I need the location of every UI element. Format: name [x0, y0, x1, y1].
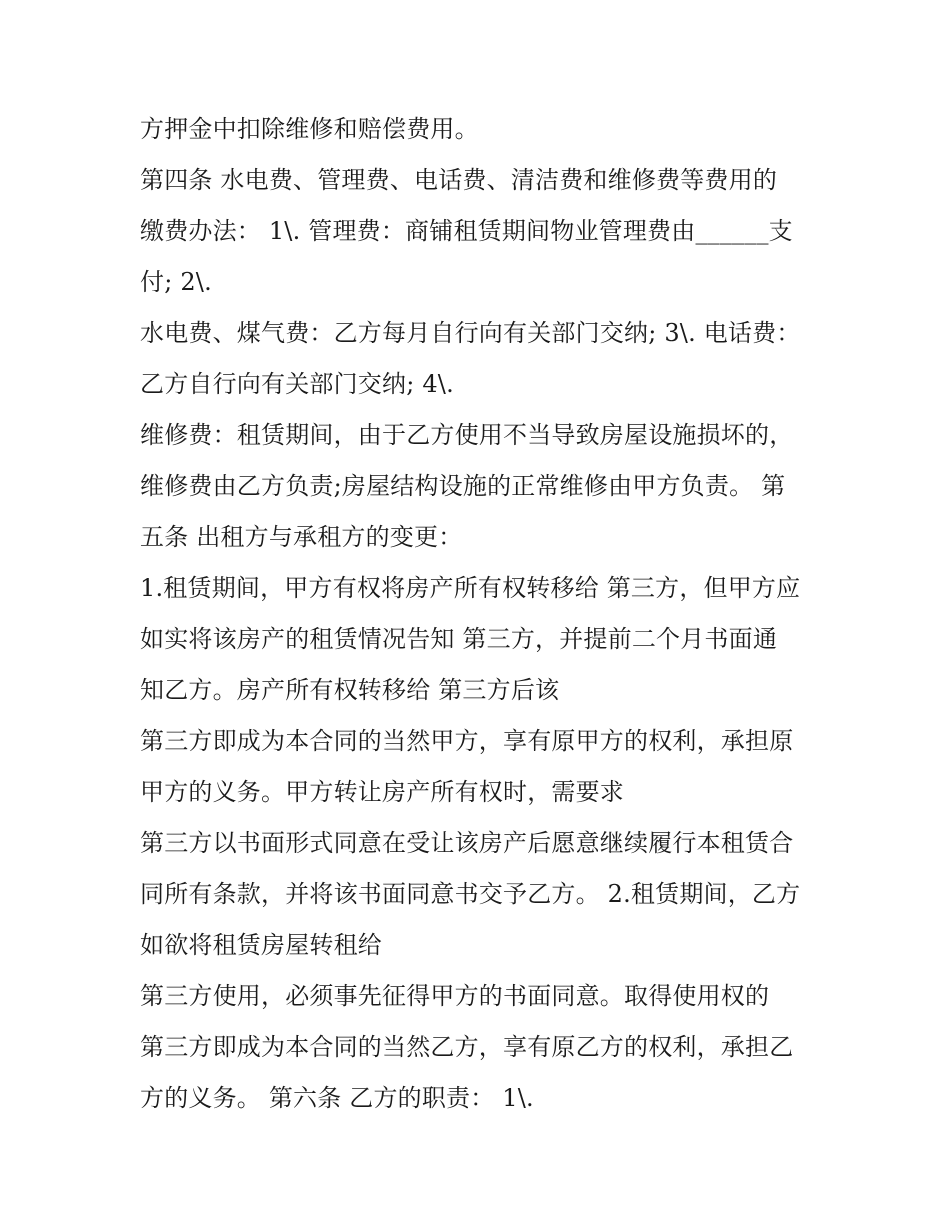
text-line: 1.租赁期间，甲方有权将房产所有权转移给 第三方，但甲方应: [140, 574, 801, 602]
text-line: 缴费办法： 1\. 管理费：商铺租赁期间物业管理费由______支: [140, 217, 793, 245]
text-line: 知乙方。房产所有权转移给 第三方后该: [140, 676, 560, 704]
text-line: 方的义务。 第六条 乙方的职责： 1\.: [140, 1084, 534, 1112]
text-line: 水电费、煤气费：乙方每月自行向有关部门交纳; 3\. 电话费：: [140, 319, 801, 347]
text-line: 第三方即成为本合同的当然甲方，享有原甲方的权利，承担原: [140, 727, 794, 755]
text-line: 五条 出租方与承租方的变更：: [140, 523, 463, 551]
text-line: 同所有条款，并将该书面同意书交予乙方。 2.租赁期间，乙方: [140, 880, 801, 908]
text-line: 第四条 水电费、管理费、电话费、清洁费和维修费等费用的: [140, 166, 778, 194]
text-line: 第三方即成为本合同的当然乙方，享有原乙方的权利，承担乙: [140, 1033, 794, 1061]
text-line: 方押金中扣除维修和赔偿费用。: [140, 115, 479, 143]
text-line: 甲方的义务。甲方转让房产所有权时，需要求: [140, 778, 624, 806]
text-line: 维修费：租赁期间，由于乙方使用不当导致房屋设施损坏的，: [140, 421, 794, 449]
text-line: 乙方自行向有关部门交纳; 4\.: [140, 370, 454, 398]
text-line: 如欲将租赁房屋转租给: [140, 931, 382, 959]
text-line: 第三方以书面形式同意在受让该房产后愿意继续履行本租赁合: [140, 829, 794, 857]
text-line: 付; 2\.: [140, 268, 212, 296]
text-line: 第三方使用，必须事先征得甲方的书面同意。取得使用权的: [140, 982, 770, 1010]
text-line: 如实将该房产的租赁情况告知 第三方，并提前二个月书面通: [140, 625, 778, 653]
text-line: 维修费由乙方负责;房屋结构设施的正常维修由甲方负责。 第: [140, 472, 786, 500]
contract-text: [140, 104, 830, 1124]
